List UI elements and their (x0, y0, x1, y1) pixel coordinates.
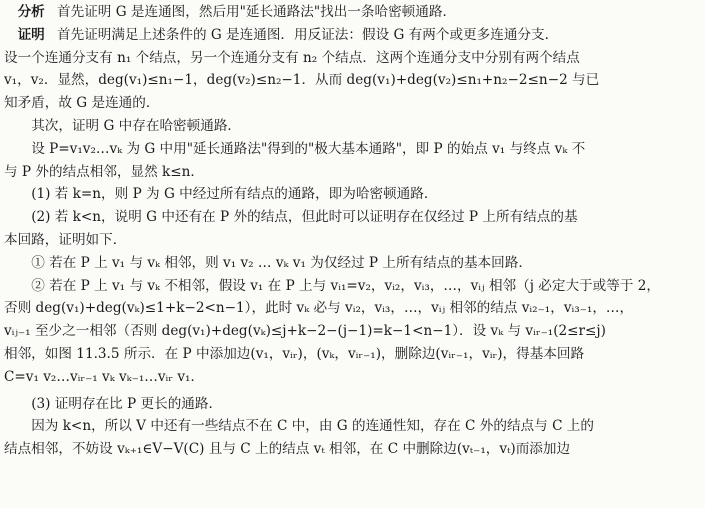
text-line: 设一个连通分支有 n₁ 个结点，另一个连通分支有 n₂ 个结点．这两个连通分支中分别有两个结点 (4, 49, 580, 66)
document-page (4, 1, 704, 461)
text-line: (2) 若 k<n，说明 G 中还有在 P 外的结点，但此时可以证明存在仅经过 P 上所有结点的基 (31, 209, 578, 226)
text-line: ① 若在 P 上 v₁ 与 vₖ 相邻，则 v₁ v₂ … vₖ v₁ 为仅经过 P 上所有结点的基本回路． (31, 254, 532, 271)
analysis-label: 分析 (17, 4, 45, 20)
text-line: 结点相邻，不妨设 vₖ₊₁∈V−V(C) 且与 C 上的结点 vₜ 相邻，在 C 中删除边(vₜ₋₁，vₜ)而添加边 (4, 441, 571, 458)
text-line: ② 若在 P 上 v₁ 与 vₖ 不相邻，假设 v₁ 在 P 上与 vᵢ₁=v₂，vᵢ₂，vᵢ₃，…，vᵢⱼ 相邻（j 必定大于或等于 2， (31, 277, 660, 294)
analysis-text: 首先证明 G 是连通图，然后用"延长通路法"找出一条哈密顿通路． (57, 4, 457, 20)
text-line: 设 P=v₁v₂…vₖ 为 G 中用"延长通路法"得到的"极大基本通路"，即 P 的始点 v₁ 与终点 vₖ 不 (31, 140, 586, 157)
text-line: 知矛盾，故 G 是连通的． (4, 95, 160, 112)
text-line: 否则 deg(v₁)+deg(vₖ)≤1+k−2<n−1），此时 vₖ 必与 vᵢ₂，vᵢ₃，…，vᵢⱼ 相邻的结点 vᵢ₂₋₁，vᵢ₃₋₁，…， (4, 300, 634, 317)
text-line: v₁，v₂．显然，deg(v₁)≤n₁−1，deg(v₂)≤n₂−1．从而 deg(v₁)+deg(v₂)≤n₁+n₂−2≤n−2 与已 (4, 72, 600, 89)
proof-first-line (4, 24, 704, 47)
text-line: (3) 证明存在比 P 更长的通路． (31, 395, 223, 412)
text-line: C=v₁ v₂…vᵢᵣ₋₁ vₖ vₖ₋₁…vᵢᵣ v₁． (4, 368, 205, 385)
text-line: 相邻，如图 11.3.5 所示．在 P 中添加边(v₁，vᵢᵣ)，(vₖ，vᵢᵣ₋₁)，删除边(vᵢᵣ₋₁，vᵢᵣ)，得基本回路 (4, 345, 585, 362)
proof-label: 证明 (17, 26, 45, 43)
analysis-paragraph (4, 1, 704, 24)
text-line: 与 P 外的结点相邻，显然 k≤n． (4, 163, 205, 180)
text-line: 因为 k<n，所以 V 中还有一些结点不在 C 中，由 G 的连通性知，存在 C 外的结点与 C 上的 (31, 418, 594, 435)
text-line: vᵢⱼ₋₁ 至少之一相邻（否则 deg(v₁)+deg(vₖ)≤j+k−2−(j−1)=k−1<n−1）．设 vₖ 与 vᵢᵣ₋₁(2≤r≤j) (4, 323, 606, 340)
text-line: (1) 若 k=n，则 P 为 G 中经过所有结点的通路，即为哈密顿通路． (31, 186, 438, 203)
text-line: 其次，证明 G 中存在哈密顿通路． (31, 117, 242, 134)
text-line: 本回路，证明如下． (4, 231, 127, 248)
text-line: 首先证明满足上述条件的 G 是连通图．用反证法：假设 G 有两个或更多连通分支． (57, 26, 559, 43)
